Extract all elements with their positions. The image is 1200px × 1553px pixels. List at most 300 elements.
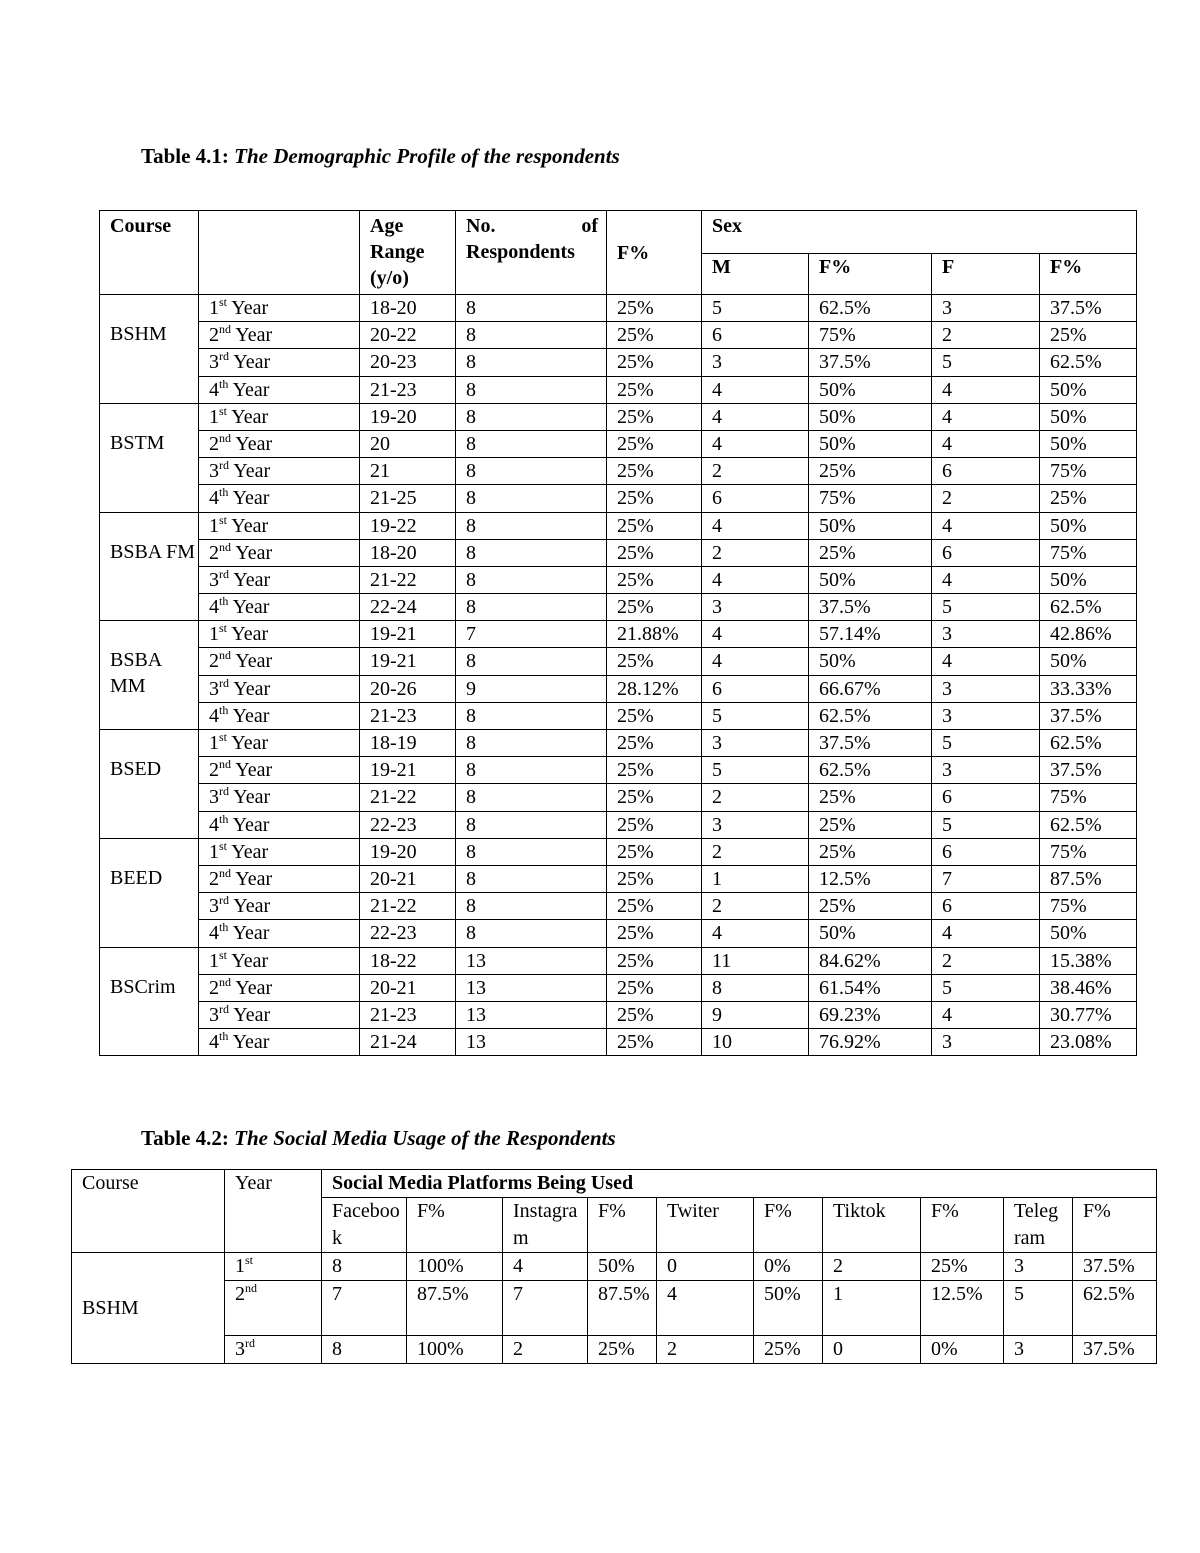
year-label: Year: [228, 378, 270, 401]
age-cell: 19-21: [360, 648, 456, 675]
respondents-cell: 8: [456, 295, 607, 322]
instagram-cell: 4: [503, 1253, 588, 1281]
male-cell: 4: [702, 566, 809, 593]
facebook-fp-cell: 100%: [407, 1253, 503, 1281]
age-cell: 22-23: [360, 920, 456, 947]
year-ordinal: 4: [209, 704, 219, 727]
year-suffix-sup: rd: [245, 1336, 255, 1350]
table-4-2-caption: [141, 1126, 616, 1151]
female-fp-cell: 37.5%: [1040, 757, 1137, 784]
female-cell: 6: [932, 893, 1040, 920]
t2-header-course: Course: [72, 1170, 225, 1253]
table-row: [100, 893, 1137, 920]
facebook-fp-cell: 87.5%: [407, 1281, 503, 1336]
year-cell: [199, 1029, 360, 1056]
table-row: [72, 1336, 1157, 1364]
female-cell: 6: [932, 539, 1040, 566]
year-cell: [199, 675, 360, 702]
year-suffix-sup: nd: [219, 757, 231, 772]
age-cell: 19-21: [360, 621, 456, 648]
respondents-cell: 8: [456, 838, 607, 865]
age-cell: 18-22: [360, 947, 456, 974]
year-suffix-sup: nd: [219, 974, 231, 989]
male-fp-cell: 62.5%: [809, 757, 932, 784]
fp-cell: 25%: [607, 403, 702, 430]
male-cell: 4: [702, 403, 809, 430]
year-suffix-sup: nd: [219, 865, 231, 880]
year-ordinal: 1: [209, 514, 219, 537]
t2-header-instagram-fp: F%: [588, 1198, 657, 1253]
table-row: [72, 1253, 1157, 1281]
year-label: Year: [227, 732, 269, 754]
year-label: Year: [229, 351, 271, 374]
female-cell: 5: [932, 811, 1040, 838]
male-fp-cell: 50%: [809, 430, 932, 457]
year-label: Year: [229, 786, 271, 809]
male-cell: 4: [702, 376, 809, 403]
facebook-cell: 8: [322, 1253, 407, 1281]
age-cell: 18-19: [360, 730, 456, 757]
age-cell: 19-21: [360, 757, 456, 784]
year-ordinal: 1: [209, 840, 219, 863]
year-ordinal: 1: [209, 732, 219, 754]
fp-cell: 25%: [607, 702, 702, 729]
female-fp-cell: 50%: [1040, 566, 1137, 593]
fp-cell: 25%: [607, 1029, 702, 1056]
year-cell: [199, 539, 360, 566]
male-cell: 4: [702, 648, 809, 675]
year-ordinal: 2: [209, 541, 219, 564]
male-cell: 8: [702, 974, 809, 1001]
male-fp-cell: 62.5%: [809, 295, 932, 322]
year-label: Year: [229, 1003, 271, 1026]
year-ordinal: 3: [209, 1003, 219, 1026]
caption-label: Table 4.1:: [141, 144, 235, 168]
year-label: Year: [227, 405, 269, 428]
male-fp-cell: 25%: [809, 838, 932, 865]
year-suffix-sup: nd: [245, 1281, 257, 1295]
male-fp-cell: 25%: [809, 811, 932, 838]
age-cell: 19-20: [360, 838, 456, 865]
table-row: [100, 675, 1137, 702]
year-label: Year: [228, 813, 270, 836]
telegram-cell: 3: [1004, 1336, 1073, 1364]
twitter-fp-cell: 25%: [754, 1336, 823, 1364]
caption-title: The Demographic Profile of the respondents: [234, 144, 620, 168]
t2-header-facebook-fp: F%: [407, 1198, 503, 1253]
table-row: [100, 566, 1137, 593]
instagram-fp-cell: 87.5%: [588, 1281, 657, 1336]
respondents-cell: 8: [456, 512, 607, 539]
respondents-cell: 8: [456, 430, 607, 457]
year-suffix-sup: st: [219, 295, 228, 309]
tiktok-fp-cell: 25%: [921, 1253, 1004, 1281]
year-suffix-sup: st: [219, 838, 228, 853]
header-no-of-respondents: [456, 211, 607, 295]
year-label: Year: [229, 895, 271, 918]
year-ordinal: 1: [209, 623, 219, 646]
male-fp-cell: 75%: [809, 322, 932, 349]
header-f: F: [932, 254, 1040, 295]
male-fp-cell: 50%: [809, 648, 932, 675]
respondents-cell: 13: [456, 947, 607, 974]
male-fp-cell: 50%: [809, 403, 932, 430]
year-label: Year: [231, 976, 273, 999]
table-row: [100, 648, 1137, 675]
year-cell: [199, 974, 360, 1001]
female-fp-cell: 50%: [1040, 430, 1137, 457]
respondents-cell: 9: [456, 675, 607, 702]
year-cell: [199, 485, 360, 512]
table-row: [100, 1001, 1137, 1028]
female-fp-cell: 38.46%: [1040, 974, 1137, 1001]
caption-label: Table 4.2:: [141, 1126, 235, 1150]
demographic-profile-table: [99, 210, 1137, 1056]
female-fp-cell: 50%: [1040, 376, 1137, 403]
fp-cell: 25%: [607, 730, 702, 757]
female-cell: 2: [932, 947, 1040, 974]
year-ordinal: 4: [209, 922, 219, 945]
age-cell: 22-24: [360, 594, 456, 621]
male-fp-cell: 57.14%: [809, 621, 932, 648]
social-media-usage-table: [71, 1169, 1157, 1364]
male-fp-cell: 69.23%: [809, 1001, 932, 1028]
male-cell: 6: [702, 322, 809, 349]
year-ordinal: 1: [209, 297, 219, 319]
header-m-fp: F%: [809, 254, 932, 295]
year-label: Year: [227, 840, 269, 863]
social-media-table-body: [72, 1253, 1157, 1364]
female-fp-cell: 50%: [1040, 920, 1137, 947]
year-suffix-sup: rd: [219, 1001, 229, 1016]
female-fp-cell: 30.77%: [1040, 1001, 1137, 1028]
male-fp-cell: 61.54%: [809, 974, 932, 1001]
female-cell: 3: [932, 675, 1040, 702]
age-cell: 19-20: [360, 403, 456, 430]
year-suffix-sup: rd: [219, 566, 229, 581]
year-cell: [199, 1001, 360, 1028]
female-fp-cell: 75%: [1040, 838, 1137, 865]
respondents-cell: 8: [456, 648, 607, 675]
fp-cell: 21.88%: [607, 621, 702, 648]
female-fp-cell: 62.5%: [1040, 730, 1137, 757]
year-label: Year: [228, 487, 270, 510]
age-cell: 21: [360, 458, 456, 485]
twitter-cell: 4: [657, 1281, 754, 1336]
year-suffix-sup: th: [219, 1029, 229, 1044]
table-4-1-caption: [141, 144, 620, 169]
fp-cell: 25%: [607, 376, 702, 403]
header-no: No.: [466, 215, 496, 237]
table-row: [100, 512, 1137, 539]
year-cell: [199, 322, 360, 349]
year-label: Year: [227, 514, 269, 537]
age-cell: 21-23: [360, 702, 456, 729]
year-cell: [199, 811, 360, 838]
male-cell: 10: [702, 1029, 809, 1056]
table-row: [100, 757, 1137, 784]
year-suffix-sup: rd: [219, 784, 229, 799]
year-cell: [199, 838, 360, 865]
respondents-cell: 8: [456, 893, 607, 920]
t2-header-tiktok-fp: F%: [921, 1198, 1004, 1253]
facebook-cell: 8: [322, 1336, 407, 1364]
t2-header-year: Year: [225, 1170, 322, 1253]
fp-cell: 25%: [607, 838, 702, 865]
female-cell: 3: [932, 1029, 1040, 1056]
year-ordinal: 4: [209, 813, 219, 836]
fp-cell: 25%: [607, 974, 702, 1001]
age-cell: 21-22: [360, 566, 456, 593]
respondents-cell: 13: [456, 1001, 607, 1028]
respondents-cell: 8: [456, 594, 607, 621]
header-f-fp: F%: [1040, 254, 1137, 295]
male-cell: 2: [702, 893, 809, 920]
table-row: [100, 621, 1137, 648]
female-cell: 5: [932, 974, 1040, 1001]
table-row: [100, 702, 1137, 729]
course-cell: BSTM: [100, 403, 199, 512]
year-cell: [225, 1253, 322, 1281]
header-blank: [199, 211, 360, 295]
year-suffix-sup: nd: [219, 539, 231, 554]
year-ordinal: 4: [209, 378, 219, 401]
header-respondents: Respondents: [466, 241, 575, 263]
t2-header-platforms: Social Media Platforms Being Used: [322, 1170, 1157, 1198]
header-course: Course: [100, 211, 199, 295]
table-row: [100, 376, 1137, 403]
year-ordinal: 3: [209, 568, 219, 591]
year-ordinal: 2: [209, 759, 219, 782]
year-cell: [199, 784, 360, 811]
telegram-fp-cell: 37.5%: [1073, 1253, 1157, 1281]
year-cell: [199, 295, 360, 322]
fp-cell: 25%: [607, 784, 702, 811]
header-of: of: [581, 215, 598, 237]
male-cell: 4: [702, 621, 809, 648]
fp-cell: 25%: [607, 322, 702, 349]
female-cell: 4: [932, 648, 1040, 675]
year-suffix-sup: th: [219, 920, 229, 935]
age-cell: 18-20: [360, 295, 456, 322]
course-cell: BSBA MM: [100, 621, 199, 730]
fp-cell: 25%: [607, 566, 702, 593]
age-cell: 21-22: [360, 893, 456, 920]
male-fp-cell: 50%: [809, 376, 932, 403]
table-row: [100, 920, 1137, 947]
year-suffix-sup: st: [245, 1253, 254, 1267]
female-fp-cell: 37.5%: [1040, 702, 1137, 729]
male-cell: 2: [702, 458, 809, 485]
year-cell: [199, 349, 360, 376]
male-cell: 6: [702, 485, 809, 512]
t2-header-instagram: Instagram: [503, 1198, 588, 1253]
year-ordinal: 2: [209, 976, 219, 999]
table-row: [100, 594, 1137, 621]
fp-cell: 25%: [607, 893, 702, 920]
telegram-cell: 5: [1004, 1281, 1073, 1336]
male-cell: 2: [702, 539, 809, 566]
female-cell: 5: [932, 594, 1040, 621]
age-cell: 19-22: [360, 512, 456, 539]
table-row: [100, 539, 1137, 566]
female-fp-cell: 62.5%: [1040, 811, 1137, 838]
year-ordinal: 3: [209, 460, 219, 483]
twitter-cell: 2: [657, 1336, 754, 1364]
age-cell: 21-23: [360, 1001, 456, 1028]
fp-cell: 25%: [607, 295, 702, 322]
female-fp-cell: 23.08%: [1040, 1029, 1137, 1056]
respondents-cell: 8: [456, 566, 607, 593]
male-cell: 5: [702, 702, 809, 729]
respondents-cell: 8: [456, 811, 607, 838]
male-cell: 6: [702, 675, 809, 702]
year-ordinal: 4: [209, 1031, 219, 1054]
respondents-cell: 7: [456, 621, 607, 648]
fp-cell: 25%: [607, 648, 702, 675]
telegram-cell: 3: [1004, 1253, 1073, 1281]
respondents-cell: 8: [456, 702, 607, 729]
female-cell: 3: [932, 757, 1040, 784]
year-ordinal: 2: [209, 650, 219, 673]
table-row: [100, 485, 1137, 512]
female-cell: 6: [932, 838, 1040, 865]
year-suffix-sup: th: [219, 594, 229, 609]
year-cell: [199, 430, 360, 457]
year-ordinal: 3: [209, 677, 219, 700]
female-fp-cell: 75%: [1040, 458, 1137, 485]
table-row: [100, 865, 1137, 892]
female-fp-cell: 50%: [1040, 512, 1137, 539]
year-label: Year: [231, 759, 273, 782]
year-suffix-sup: th: [219, 376, 229, 391]
male-fp-cell: 12.5%: [809, 865, 932, 892]
female-fp-cell: 37.5%: [1040, 295, 1137, 322]
table-row: [100, 947, 1137, 974]
year-suffix-sup: st: [219, 730, 228, 744]
female-fp-cell: 75%: [1040, 784, 1137, 811]
year-cell: [199, 893, 360, 920]
age-cell: 18-20: [360, 539, 456, 566]
respondents-cell: 13: [456, 1029, 607, 1056]
male-fp-cell: 76.92%: [809, 1029, 932, 1056]
fp-cell: 25%: [607, 485, 702, 512]
table-row: [72, 1281, 1157, 1336]
female-cell: 4: [932, 376, 1040, 403]
table-row: [100, 838, 1137, 865]
year-label: Year: [231, 867, 273, 890]
year-label: Year: [227, 623, 269, 646]
year-ordinal: 2: [209, 867, 219, 890]
table-row: [100, 458, 1137, 485]
fp-cell: 25%: [607, 947, 702, 974]
year-label: Year: [228, 596, 270, 619]
course-cell: BSCrim: [100, 947, 199, 1056]
male-cell: 4: [702, 920, 809, 947]
course-cell: BSBA FM: [100, 512, 199, 621]
telegram-fp-cell: 62.5%: [1073, 1281, 1157, 1336]
year-suffix-sup: rd: [219, 349, 229, 364]
facebook-fp-cell: 100%: [407, 1336, 503, 1364]
year-label: Year: [227, 297, 269, 319]
year-ordinal: 1: [209, 405, 219, 428]
male-cell: 1: [702, 865, 809, 892]
male-fp-cell: 37.5%: [809, 349, 932, 376]
year-cell: [199, 566, 360, 593]
male-fp-cell: 25%: [809, 893, 932, 920]
table-row: [100, 730, 1137, 757]
female-cell: 2: [932, 485, 1040, 512]
fp-cell: 25%: [607, 458, 702, 485]
female-cell: 7: [932, 865, 1040, 892]
male-cell: 2: [702, 838, 809, 865]
female-fp-cell: 50%: [1040, 648, 1137, 675]
male-fp-cell: 50%: [809, 512, 932, 539]
year-label: Year: [228, 704, 270, 727]
caption-title: The Social Media Usage of the Respondents: [234, 1126, 616, 1150]
respondents-cell: 8: [456, 458, 607, 485]
male-cell: 3: [702, 594, 809, 621]
header-m: M: [702, 254, 809, 295]
female-fp-cell: 87.5%: [1040, 865, 1137, 892]
year-cell: [199, 702, 360, 729]
year-ordinal: 2: [235, 1283, 245, 1305]
respondents-cell: 8: [456, 376, 607, 403]
male-cell: 4: [702, 512, 809, 539]
female-fp-cell: 33.33%: [1040, 675, 1137, 702]
instagram-fp-cell: 50%: [588, 1253, 657, 1281]
year-ordinal: 3: [209, 895, 219, 918]
fp-cell: 25%: [607, 539, 702, 566]
year-label: Year: [231, 324, 273, 347]
respondents-cell: 8: [456, 920, 607, 947]
year-cell: [199, 403, 360, 430]
year-suffix-sup: nd: [219, 430, 231, 445]
t2-header-telegram-fp: F%: [1073, 1198, 1157, 1253]
respondents-cell: 8: [456, 757, 607, 784]
female-cell: 4: [932, 430, 1040, 457]
year-label: Year: [228, 1031, 270, 1054]
female-cell: 2: [932, 322, 1040, 349]
year-ordinal: 3: [235, 1338, 245, 1360]
tiktok-cell: 0: [823, 1336, 921, 1364]
male-fp-cell: 37.5%: [809, 594, 932, 621]
table-row: [100, 349, 1137, 376]
female-fp-cell: 62.5%: [1040, 349, 1137, 376]
male-fp-cell: 62.5%: [809, 702, 932, 729]
year-cell: [199, 730, 360, 757]
respondents-cell: 8: [456, 485, 607, 512]
t2-header-tiktok: Tiktok: [823, 1198, 921, 1253]
female-fp-cell: 75%: [1040, 893, 1137, 920]
male-cell: 4: [702, 430, 809, 457]
female-fp-cell: 62.5%: [1040, 594, 1137, 621]
year-label: Year: [229, 460, 271, 483]
respondents-cell: 8: [456, 865, 607, 892]
year-suffix-sup: rd: [219, 458, 229, 473]
year-cell: [199, 947, 360, 974]
year-cell: [199, 376, 360, 403]
fp-cell: 25%: [607, 1001, 702, 1028]
male-fp-cell: 25%: [809, 458, 932, 485]
header-fp: F%: [607, 211, 702, 295]
year-cell: [199, 757, 360, 784]
fp-cell: 25%: [607, 430, 702, 457]
female-fp-cell: 25%: [1040, 485, 1137, 512]
fp-cell: 25%: [607, 757, 702, 784]
tiktok-cell: 1: [823, 1281, 921, 1336]
course-cell: BSED: [100, 730, 199, 839]
